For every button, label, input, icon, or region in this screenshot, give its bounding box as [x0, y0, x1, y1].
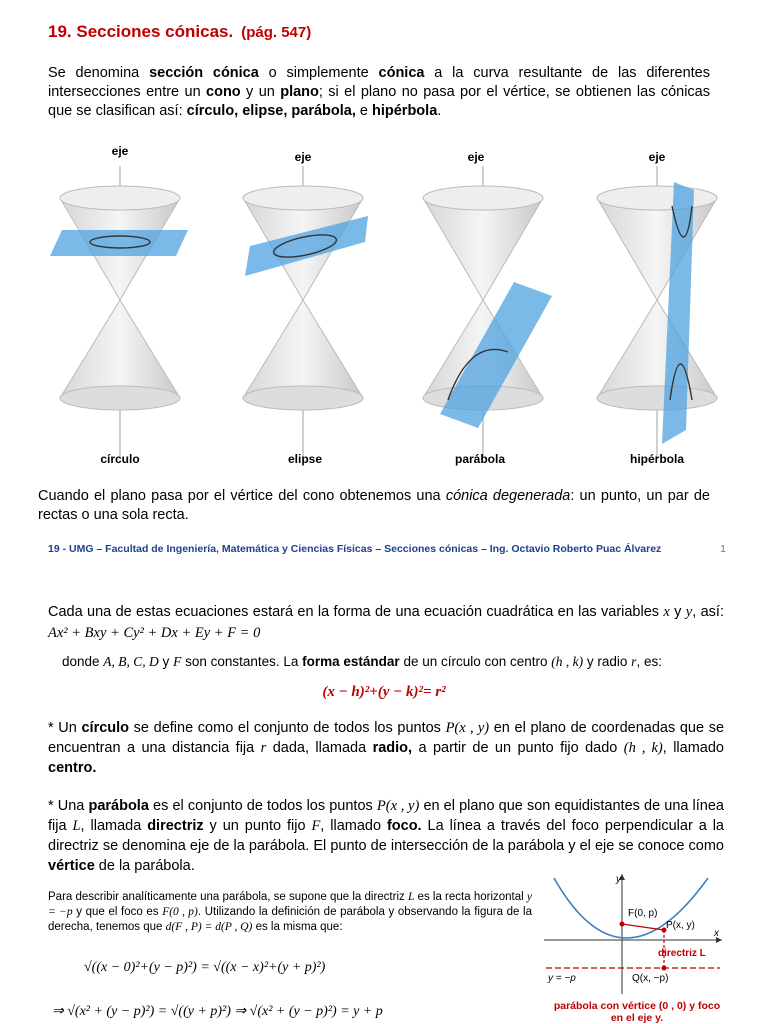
italic-term: cónica degenerada	[445, 488, 571, 504]
bold-term: hipérbola	[372, 103, 438, 119]
math-expression: P(x , y)	[445, 720, 490, 736]
math-expression: F(0 , p)	[162, 906, 198, 918]
q-point	[662, 966, 667, 971]
math-expression: x	[663, 604, 670, 620]
conic-sections-figure	[40, 138, 730, 468]
intro-paragraph	[48, 64, 710, 121]
caption-hyperbola: hipérbola	[629, 452, 684, 466]
parabola-caption: parábola con vértice (0 , 0) y foco en el eje y.	[553, 1000, 721, 1024]
text-run: donde	[62, 654, 104, 669]
axis-label-parabola: eje	[467, 150, 485, 164]
math-expression: d(F , P) = d(P , Q)	[165, 921, 253, 933]
text-run: , así:	[692, 604, 724, 620]
math-expression: P(x , y)	[376, 798, 420, 814]
text-run: dada, llamada	[266, 740, 373, 756]
bold-term: vértice	[48, 858, 95, 874]
bold-term: cónica	[378, 65, 425, 81]
math-expression: L	[72, 818, 81, 834]
text-run: a la curva resultante de las diferentes intersecciones entre un	[48, 65, 710, 100]
degenerate-paragraph	[38, 487, 710, 525]
parabola-graph	[540, 868, 730, 998]
text-run: en el plano de coordenadas que se encuentran a una distancia fija	[48, 720, 725, 756]
parabola-definition	[48, 796, 724, 876]
bold-term: círculo	[81, 720, 130, 736]
bold-term: plano	[280, 84, 319, 100]
cone-hyperbola-diagram	[597, 166, 717, 458]
page-footer	[48, 543, 726, 555]
y-axis-label: y	[616, 874, 621, 885]
axis-label-hyperbola: eje	[648, 150, 666, 164]
text-run: y radio	[583, 654, 632, 669]
text-run: Se denomina	[48, 65, 150, 81]
caption-circle: círculo	[100, 452, 140, 466]
math-expression: L	[407, 891, 415, 903]
point-label: P(x, y)	[666, 920, 695, 931]
text-run: a partir de un punto fijo dado	[412, 740, 624, 756]
caption-parabola: parábola	[454, 452, 505, 466]
math-expression: (h , k)	[623, 740, 663, 756]
text-run: y que el foco es	[72, 906, 163, 918]
axis-label-ellipse: eje	[294, 150, 312, 164]
simplified-equation: ⇒ √(x² + (y − p)²) = √((y + p)²) ⇒ √(x² + (y − p)²) = y + p	[52, 1004, 383, 1019]
describe-paragraph	[48, 890, 532, 935]
text-run: y un punto fijo	[203, 818, 312, 834]
circle-definition	[48, 718, 724, 778]
focus-point	[620, 922, 625, 927]
text-run: .	[437, 103, 442, 119]
math-expression: A, B, C, D	[103, 654, 159, 669]
standard-form-equation: (x − h)²+(y − k)²= r²	[322, 684, 446, 700]
bold-term: foco.	[386, 818, 422, 834]
text-run: La línea a través del foco perpendicular a la directriz se denomina eje de la parábola. El punto de intersección de la parábola y el eje se conoce como	[48, 818, 724, 854]
math-expression: y = −p	[48, 891, 532, 918]
text-run: , llamado	[662, 740, 724, 756]
math-expression: r	[260, 740, 267, 756]
footer-page-number: 1	[720, 543, 726, 555]
math-expression: y	[685, 604, 693, 620]
cone-circle-diagram	[50, 166, 188, 458]
text-run: o simplemente	[258, 65, 379, 81]
text-run: Para describir analíticamente una parábola, se supone que la directriz	[48, 891, 408, 903]
text-run: y	[158, 654, 174, 669]
text-run: de un círculo con centro	[399, 654, 552, 669]
cone-ellipse-diagram	[243, 166, 368, 458]
bold-term: radio,	[372, 740, 413, 756]
footer-text: 19 - UMG – Facultad de Ingeniería, Matemática y Ciencias Físicas – Secciones cónicas – Ing. Octavio Roberto Puac Álvarez	[48, 543, 662, 555]
caption-ellipse: elipse	[287, 452, 323, 466]
directrix-equation: y = −p	[548, 973, 576, 984]
bold-term: forma estándar	[302, 654, 400, 669]
math-expression: F	[311, 818, 321, 834]
text-run: Cuando el plano pasa por el vértice del cono obtenemos una	[38, 488, 446, 504]
text-run: Cada una de estas ecuaciones estará en la forma de una ecuación cuadrática en las variables	[48, 604, 664, 620]
text-run: es la recta horizontal	[414, 891, 527, 903]
cone-parabola-diagram	[423, 166, 552, 458]
page-title: 19. Secciones cónicas. (pág. 547)	[48, 22, 312, 41]
text-run: , llamada	[80, 818, 148, 834]
text-run: en el plano que son equidistantes de una línea fija	[48, 798, 724, 834]
text-run: es la misma que:	[252, 921, 343, 933]
axis-label-circle: eje	[111, 144, 129, 158]
bold-term: cono	[206, 84, 241, 100]
text-run: ; si el plano no pasa por el vértice, se obtienen las cónicas que se clasifican así:	[48, 84, 710, 119]
math-expression: (h , k)	[551, 654, 584, 669]
text-run: se define como el conjunto de todos los puntos	[129, 720, 446, 736]
text-run: y un	[240, 84, 281, 100]
text-run: son constantes. La	[181, 654, 303, 669]
bold-term: directriz	[147, 818, 204, 834]
text-run: . Utilizando la definición de parábola y observando la figura de la derecha, tenemos que	[48, 906, 532, 933]
text-run: y	[669, 604, 686, 620]
text-run: , es:	[636, 654, 662, 669]
bold-term: parábola	[88, 798, 149, 814]
math-expression: r	[631, 654, 637, 669]
bold-term: círculo, elipse, parábola,	[186, 103, 356, 119]
bold-term: centro.	[48, 760, 97, 776]
text-run: es el conjunto de todos los puntos	[148, 798, 377, 814]
bold-term: sección cónica	[149, 65, 259, 81]
x-axis-label: x	[714, 928, 719, 939]
q-label: Q(x, −p)	[632, 973, 669, 984]
math-expression: F	[173, 654, 182, 669]
math-expression: Ax² + Bxy + Cy² + Dx + Ey + F = 0	[48, 625, 261, 641]
constants-paragraph	[62, 654, 722, 670]
text-run: * Un	[48, 720, 82, 736]
text-run: , llamado	[320, 818, 387, 834]
text-run: * Una	[48, 798, 89, 814]
directrix-label: directriz L	[658, 948, 706, 959]
quadratic-paragraph	[48, 602, 724, 644]
text-run: : un punto, un par de rectas o una sola recta.	[38, 488, 710, 523]
focus-label: F(0, p)	[628, 908, 658, 919]
text-run: de la parábola.	[94, 858, 195, 874]
distance-equation: √((x − 0)²+(y − p)²) = √((x − x)²+(y + p)²)	[84, 960, 326, 975]
text-run: e	[355, 103, 372, 119]
